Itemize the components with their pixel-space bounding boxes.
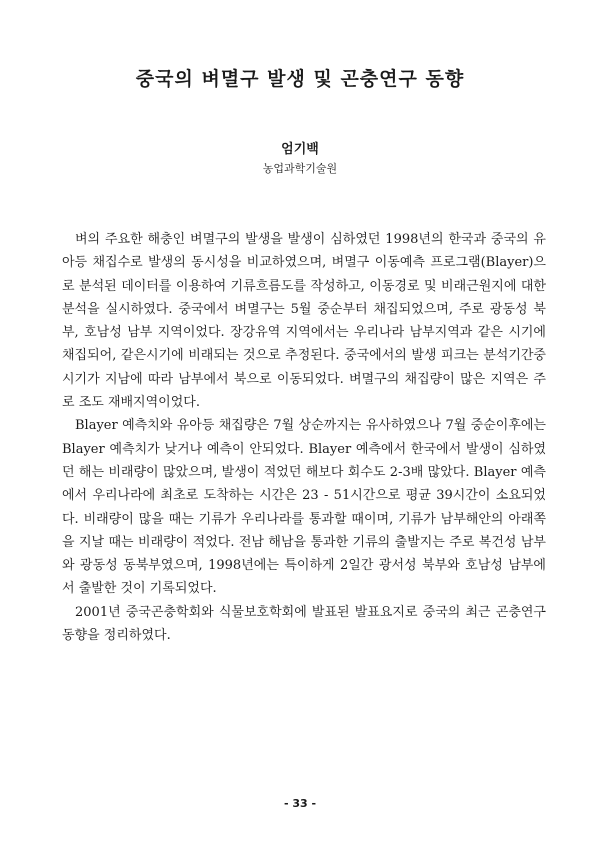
author-name: 엄기백 [281, 142, 319, 157]
page-title: 중국의 벼멸구 발생 및 곤충연구 동향 [135, 68, 465, 90]
abstract-body [62, 228, 546, 647]
paragraph: 벼의 주요한 해충인 벼멸구의 발생을 발생이 심하였던 1998년의 한국과 중국의 유아등 채집수로 발생의 동시성을 비교하였으며, 벼멸구 이동예측 프로그램(Blayer)으로 분석된 데이터를 이용하여 기류흐름도를 작성하고, 이동경로 및 비래근원지에 대한 분석을 실시하였다. 중국에서 벼멸구는 5월 중순부터 채집되었으며, 주로 광동성 북부, 호남성 남부 지역이었다. 장강유역 지역에서는 우리나라 남부지역과 같은 시기에 채집되어, 같은시기에 비래되는 것으로 추정된다. 중국에서의 발생 피크는 분석기간중 시기가 지남에 따라 남부에서 북으로 이동되었다. 벼멸구의 채집량이 많은 지역은 주로 조도 재배지역이었다. [62, 232, 546, 411]
paragraph: 2001년 중국곤충학회와 식물보호학회에 발표된 발표요지로 중국의 최근 곤충연구 동향을 정리하였다. [62, 604, 546, 644]
page-number: - 33 - [283, 797, 317, 810]
paragraph: Blayer 예측치와 유아등 채집량은 7월 상순까지는 유사하였으나 7월 중순이후에는 Blayer 예측치가 낮거나 예측이 안되었다. Blayer 예측에서 한국에서 발생이 심하였던 해는 비래량이 많았으며, 발생이 적었던 해보다 회수도 2-3배 많았다. Blayer 예측에서 우리나라에 최초로 도착하는 시간은 23 - 51시간으로 평균 39시간이 소요되었다. 비래량이 많을 때는 기류가 우리나라를 통과할 때이며, 기류가 남부해안의 아래쪽을 지날 때는 비래량이 적었다. 전남 해남을 통과한 기류의 출발지는 주로 복건성 남부와 광동성 동북부였으며, 1998년에는 특이하게 2일간 광서성 북부와 호남성 남부에서 출발한 것이 기록되었다. [62, 418, 546, 597]
author-affiliation: 농업과학기술원 [262, 162, 338, 175]
